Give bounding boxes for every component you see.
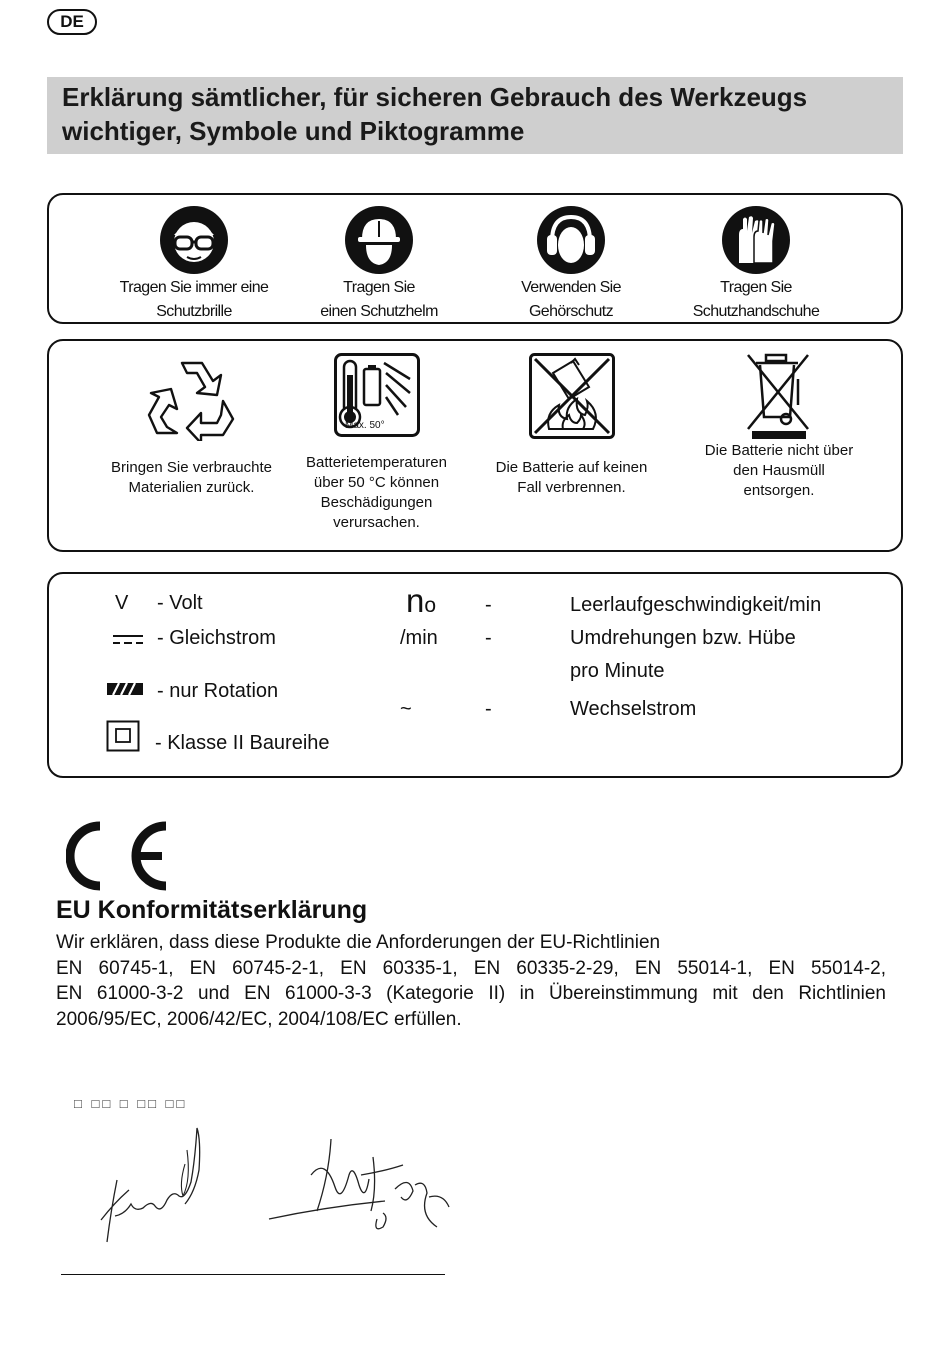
no-burn-battery-icon — [529, 353, 615, 439]
battery-temperature-symbol — [289, 353, 464, 533]
ppe-goggles-label-1: Tragen Sie immer eine — [119, 279, 269, 296]
signature-2 — [265, 1135, 455, 1240]
per-minute-label-1: Umdrehungen bzw. Hübe — [570, 627, 796, 649]
safety-goggles-icon — [159, 205, 229, 275]
rotation-drill-bit-icon — [107, 682, 143, 696]
per-minute-symbol: /min — [400, 627, 438, 649]
declaration-title: EU Konformitätserklärung — [56, 896, 368, 924]
volt-symbol: V — [115, 592, 129, 614]
ppe-ear-protection — [481, 205, 661, 323]
class-ii-label: - Klasse II Baureihe — [155, 732, 330, 754]
temp-caption-line-4: verursachen. — [333, 514, 420, 531]
ppe-ear-label-1: Verwenden Sie — [521, 279, 621, 296]
recycle-caption-line-2: Materialien zurück. — [128, 479, 255, 496]
signature-line — [61, 1274, 445, 1275]
ppe-goggles — [104, 205, 284, 323]
battery-symbols-box — [47, 339, 903, 552]
disposal-caption-line-3: entsorgen. — [743, 482, 815, 499]
volt-label: - Volt — [157, 592, 203, 614]
disposal-caption-line-1: Die Batterie nicht über — [704, 442, 854, 459]
place-date-placeholder: □ □□ □ □□ □□ — [74, 1096, 188, 1111]
no-load-speed-symbol — [406, 582, 436, 620]
ppe-gloves-label-1: Tragen Sie — [720, 279, 792, 296]
declaration-line-2: EN 60745-1, EN 60745-2-1, EN 60335-1, EN 60335-2-29, EN 55014-1, EN 55014-2, — [56, 957, 886, 979]
disposal-caption — [684, 441, 874, 501]
battery-temperature-caption — [289, 453, 464, 533]
disposal-caption-line-2: den Hausmüll — [733, 462, 825, 479]
rotation-only-label: - nur Rotation — [157, 680, 279, 702]
ppe-gloves-label-2: Schutzhandschuhe — [692, 303, 820, 320]
ppe-symbols-box — [47, 193, 903, 324]
section-title-bar — [47, 77, 903, 154]
disposal-symbol — [684, 351, 874, 501]
no-load-speed-symbol-n: n — [406, 582, 425, 619]
ppe-goggles-label-2: Schutzbrille — [156, 303, 232, 320]
class-ii-double-square-icon — [106, 720, 140, 752]
direct-current-label: - Gleichstrom — [157, 627, 276, 649]
alternating-current-dash: - — [485, 698, 492, 720]
per-minute-dash: - — [485, 627, 492, 649]
gloves-icon — [721, 205, 791, 275]
declaration-line-1: Wir erklären, dass diese Produkte die Anforderungen der EU-Richtlinien — [56, 932, 661, 953]
temp-caption-line-2: über 50 °C können — [313, 474, 440, 491]
per-minute-label-2: pro Minute — [570, 660, 665, 682]
battery-temp-max-label: Max. 50° — [345, 420, 385, 431]
burn-caption-line-2: Fall verbrennen. — [517, 479, 626, 496]
section-title-line-2: wichtiger, Symbole und Piktogramme — [62, 116, 525, 146]
language-badge: DE — [47, 9, 97, 35]
signature-1 — [95, 1120, 215, 1250]
recycle-icon — [147, 353, 237, 441]
ear-protection-icon — [536, 205, 606, 275]
electrical-symbols-box — [47, 572, 903, 778]
ppe-helmet — [289, 205, 469, 323]
helmet-icon — [344, 205, 414, 275]
declaration-body — [56, 930, 886, 1032]
alternating-current-label: Wechselstrom — [570, 698, 697, 720]
no-burn-symbol — [474, 353, 669, 498]
no-load-speed-label: Leerlaufgeschwindigkeit/min — [570, 594, 822, 616]
ce-mark-logo — [66, 818, 172, 894]
section-title-line-1: Erklärung sämtlicher, für sicheren Gebrauch des Werkzeugs — [62, 82, 808, 112]
ppe-gloves — [666, 205, 846, 323]
recycle-caption-line-1: Bringen Sie verbrauchte — [111, 459, 272, 476]
no-load-speed-symbol-sub: o — [424, 594, 437, 617]
temp-caption-line-3: Beschädigungen — [320, 494, 433, 511]
no-load-speed-dash: - — [485, 594, 492, 616]
no-burn-caption — [474, 458, 669, 498]
temp-caption-line-1: Batterietemperaturen — [306, 454, 447, 471]
ppe-ear-label-2: Gehörschutz — [528, 303, 614, 320]
alternating-current-symbol: ~ — [400, 698, 412, 720]
ppe-helmet-label-1: Tragen Sie — [343, 279, 415, 296]
burn-caption-line-1: Die Batterie auf keinen — [495, 459, 648, 476]
direct-current-icon — [111, 632, 145, 646]
declaration-line-4: 2006/95/EC, 2006/42/EC, 2004/108/EC erfüllen. — [56, 1008, 462, 1030]
recycle-symbol — [94, 353, 289, 498]
recycle-caption — [94, 458, 289, 498]
crossed-out-bin-icon — [744, 351, 814, 441]
declaration-line-3: EN 61000-3-2 und EN 61000-3-3 (Kategorie II) in Übereinstimmung mit den Richtlinien — [56, 983, 886, 1004]
ppe-helmet-label-2: einen Schutzhelm — [320, 303, 438, 320]
